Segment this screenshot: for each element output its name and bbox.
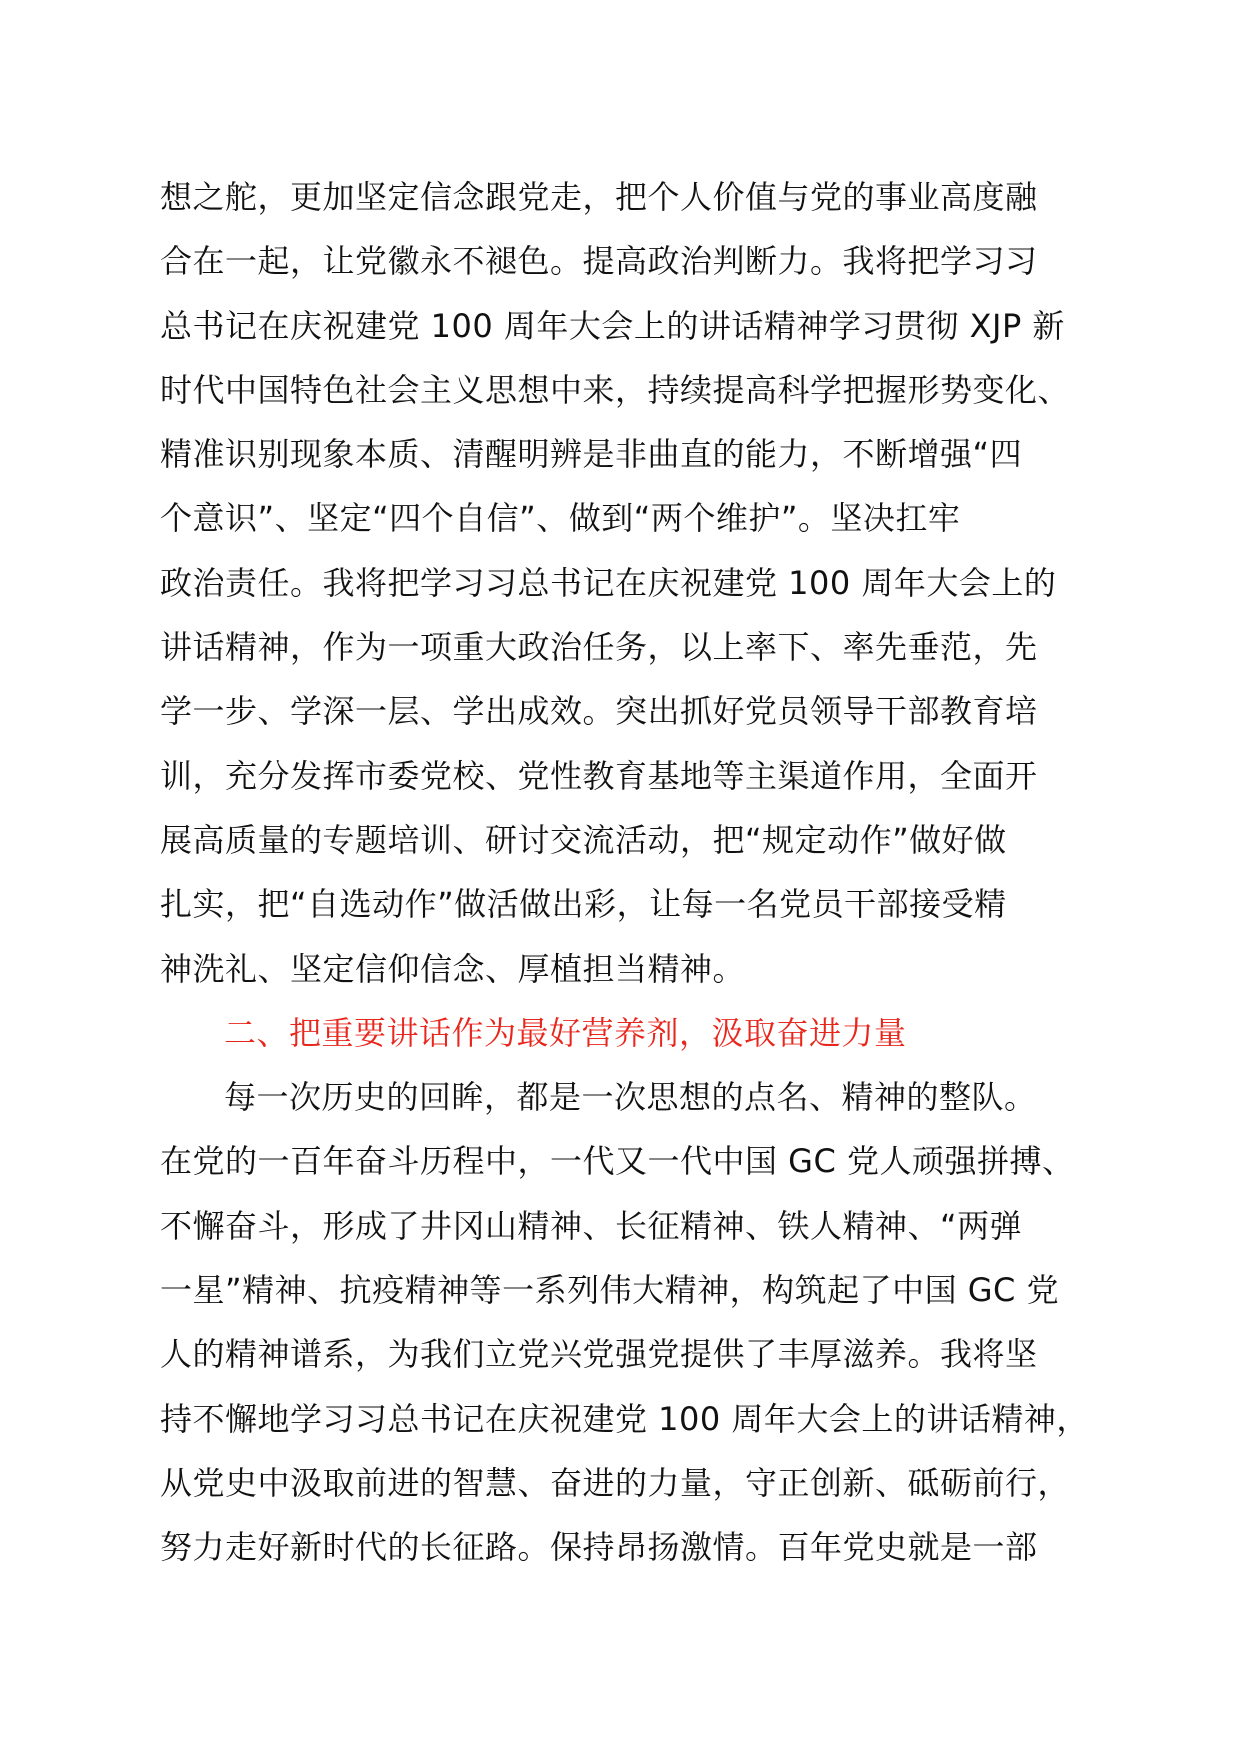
- body-text-line: 想之舵，更加坚定信念跟党走，把个人价值与党的事业高度融: [160, 178, 1038, 216]
- body-text-line: 合在一起，让党徽永不褪色。提高政治判断力。我将把学习习: [160, 242, 1038, 281]
- body-text-line: 一星”精神、抗疫精神等一系列伟大精神，构筑起了中国 GC 党: [160, 1271, 1060, 1310]
- body-text-line: 人的精神谱系，为我们立党兴党强党提供了丰厚滋养。我将坚: [160, 1335, 1038, 1374]
- body-text-line: 努力走好新时代的长征路。保持昂扬激情。百年党史就是一部: [160, 1528, 1038, 1567]
- body-text-line: 神洗礼、坚定信仰信念、厚植担当精神。: [160, 949, 746, 988]
- body-text-line: 政治责任。我将把学习习总书记在庆祝建党 100 周年大会上的: [160, 563, 1057, 602]
- body-text-line: 不懈奋斗，形成了井冈山精神、长征精神、铁人精神、“两弹: [160, 1206, 1023, 1245]
- section-heading: 二、把重要讲话作为最好营养剂，汲取奋进力量: [224, 1013, 907, 1052]
- body-text-line: 精准识别现象本质、清醒明辨是非曲直的能力，不断增强“四: [160, 435, 1023, 474]
- body-text-line: 展高质量的专题培训、研讨交流活动，把“规定动作”做好做: [160, 820, 1007, 859]
- body-text-line: 扎实，把“自选动作”做活做出彩，让每一名党员干部接受精: [160, 885, 1007, 924]
- body-text-line: 讲话精神，作为一项重大政治任务，以上率下、率先垂范，先: [160, 628, 1038, 667]
- body-text-line: 总书记在庆祝建党 100 周年大会上的讲话精神学习贯彻 XJP 新: [160, 306, 1065, 345]
- body-text-line: 在党的一百年奋斗历程中，一代又一代中国 GC 党人顽强拼搏、: [160, 1142, 1075, 1181]
- paragraph-first-line: 每一次历史的回眸，都是一次思想的点名、精神的整队。: [224, 1078, 1037, 1117]
- body-text-line: 从党史中汲取前进的智慧、奋进的力量，守正创新、砥砺前行，: [160, 1463, 1071, 1502]
- body-text-line: 个意识”、坚定“四个自信”、做到“两个维护”。坚决扛牢: [160, 499, 961, 538]
- body-text-line: 持不懈地学习习总书记在庆祝建党 100 周年大会上的讲话精神，: [160, 1399, 1089, 1438]
- body-text-line: 训，充分发挥市委党校、党性教育基地等主渠道作用，全面开: [160, 756, 1038, 795]
- body-text-line: 学一步、学深一层、学出成效。突出抓好党员领导干部教育培: [160, 692, 1038, 731]
- body-text-line: 时代中国特色社会主义思想中来，持续提高科学把握形势变化、: [160, 370, 1071, 409]
- document-body: [160, 165, 1120, 1580]
